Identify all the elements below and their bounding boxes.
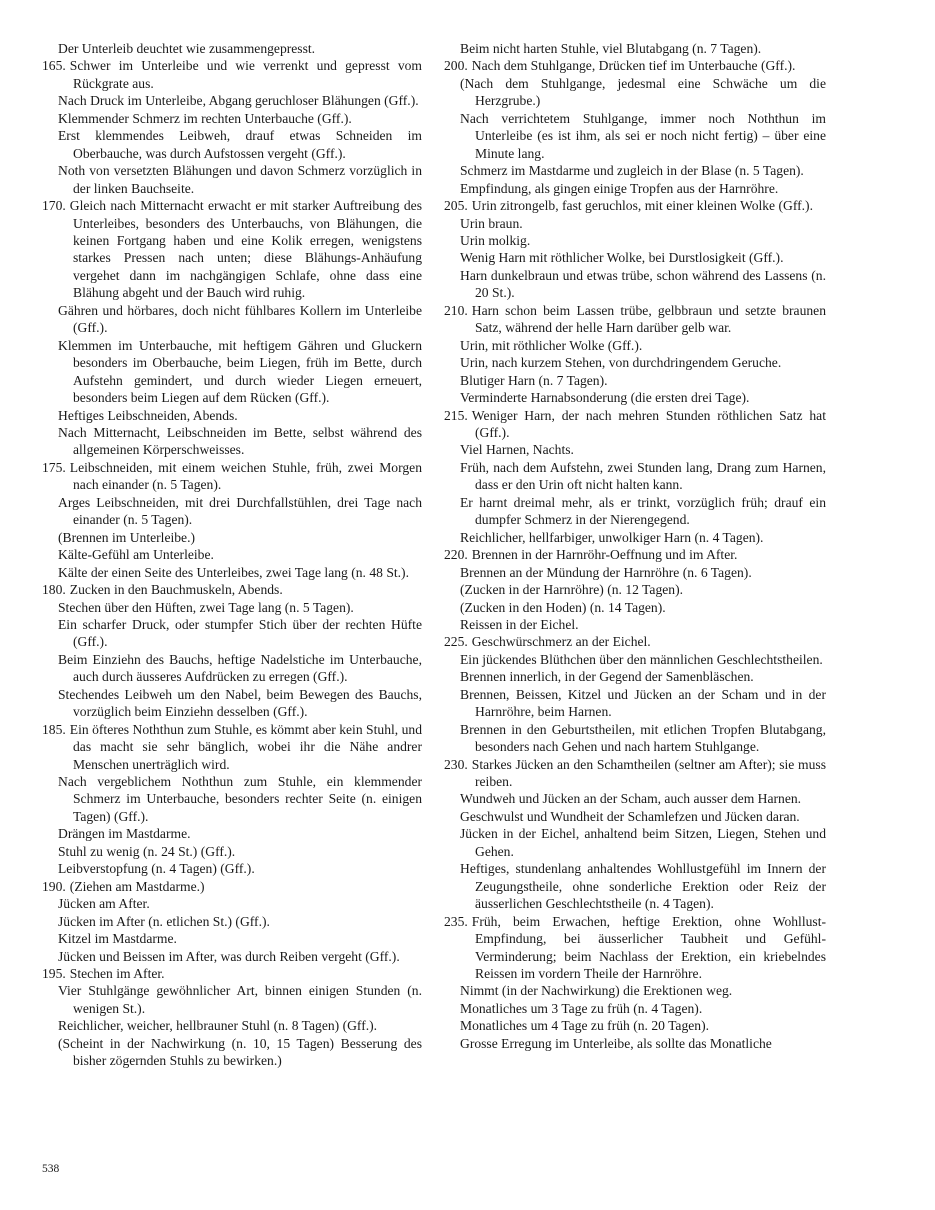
- entry-text: Urin zitrongelb, fast geruchlos, mit einer kleinen Wolke (Gff.).: [471, 198, 813, 214]
- numbered-entry: [444, 302, 826, 337]
- entry: [444, 982, 826, 999]
- entry-text: Klemmender Schmerz im rechten Unterbauche (Gff.).: [58, 110, 352, 126]
- entry-text: Beim nicht harten Stuhle, viel Blutabgang (n. 7 Tagen).: [460, 41, 762, 56]
- numbered-entry: [444, 197, 826, 214]
- entry-number: 200.: [444, 58, 468, 74]
- entry-text: Reichlicher, weicher, hellbrauner Stuhl (n. 8 Tagen) (Gff.).: [58, 1018, 378, 1034]
- entry: [444, 40, 826, 57]
- entry: [444, 564, 826, 581]
- entry-text: Gleich nach Mitternacht erwacht er mit starker Auftreibung des Unterleibes, besonders des Unterbauchs, von Blähungen, die keinen Fortgang haben und eine Kolik erregen, wenigstens starkes Pressen nach unten; diese Blähungs-Anhäufung vergehet dann im nachgängigen Schlafe, ohne dass eine Blähung abgeht und der Bauch wird ruhig.: [69, 198, 422, 301]
- entry-number: 185.: [42, 721, 66, 737]
- entry-text: Monatliches um 3 Tage zu früh (n. 4 Tagen).: [460, 1000, 703, 1016]
- numbered-entry: [42, 878, 422, 895]
- entry: [444, 808, 826, 825]
- entry-text: Kälte der einen Seite des Unterleibes, zwei Tage lang (n. 48 St.).: [58, 564, 409, 580]
- entry-text: Nimmt (in der Nachwirkung) die Erektionen weg.: [460, 983, 733, 999]
- entry: [444, 232, 826, 249]
- entry: [444, 337, 826, 354]
- entry: [42, 162, 422, 197]
- entry: [444, 1035, 826, 1052]
- entry: [42, 982, 422, 1017]
- entry-text: (Zucken in der Harnröhre) (n. 12 Tagen).: [460, 582, 684, 598]
- entry-text: (Nach dem Stuhlgange, jedesmal eine Schwäche um die Herzgrube.): [460, 75, 826, 109]
- entry: [444, 599, 826, 616]
- entry-text: Wundweh und Jücken an der Scham, auch ausser dem Harnen.: [460, 791, 802, 807]
- numbered-entry: [444, 57, 826, 74]
- entry-text: Der Unterleib deuchtet wie zusammengepresst.: [58, 41, 316, 56]
- entry-text: Nach Druck im Unterleibe, Abgang geruchloser Blähungen (Gff.).: [58, 93, 419, 109]
- numbered-entry: [444, 546, 826, 563]
- entry-text: Vier Stuhlgänge gewöhnlicher Art, binnen einigen Stunden (n. wenigen St.).: [58, 983, 422, 1016]
- entry-text: Schwer im Unterleibe und wie verrenkt und gepresst vom Rückgrate aus.: [69, 58, 422, 91]
- entry: [42, 686, 422, 721]
- entry: [444, 651, 826, 668]
- entry-number: 225.: [444, 634, 468, 650]
- entry: [444, 790, 826, 807]
- entry-text: (Brennen im Unterleibe.): [58, 529, 196, 545]
- entry-text: Brennen an der Mündung der Harnröhre (n. 6 Tagen).: [460, 564, 752, 580]
- entry-text: Blutiger Harn (n. 7 Tagen).: [460, 372, 608, 388]
- entry-text: Arges Leibschneiden, mit drei Durchfallstühlen, drei Tage nach einander (n. 5 Tagen).: [58, 494, 422, 528]
- entry: [444, 860, 826, 912]
- page-number: 538: [42, 1163, 60, 1175]
- entry: [444, 686, 826, 721]
- entry: [42, 616, 422, 651]
- right-column: [444, 40, 826, 1052]
- entry-text: Jücken und Beissen im After, was durch Reiben vergeht (Gff.).: [58, 948, 400, 964]
- entry-text: Monatliches um 4 Tage zu früh (n. 20 Tagen).: [460, 1018, 710, 1034]
- numbered-entry: [42, 459, 422, 494]
- numbered-entry: [42, 965, 422, 982]
- entry: [42, 1035, 422, 1070]
- entry: [444, 389, 826, 406]
- entry: [42, 337, 422, 407]
- entry: [444, 110, 826, 162]
- entry-text: Zucken in den Bauchmuskeln, Abends.: [69, 582, 283, 598]
- entry-text: Stechendes Leibweh um den Nabel, beim Bewegen des Bauchs, vorzüglich beim Einziehn desselben (Gff.).: [58, 686, 422, 720]
- entry-text: Brennen in der Harnröhr-Oeffnung und im After.: [471, 547, 738, 563]
- entry-text: Kitzel im Mastdarme.: [58, 931, 177, 947]
- entry: [42, 302, 422, 337]
- entry-text: Reissen in der Eichel.: [460, 616, 579, 632]
- entry-text: Empfindung, als gingen einige Tropfen aus der Harnröhre.: [460, 180, 779, 196]
- entry-text: (Scheint in der Nachwirkung (n. 10, 15 Tagen) Besserung des bisher zögernden Stuhls zu bewirken.): [58, 1035, 422, 1069]
- entry-text: Beim Einziehn des Bauchs, heftige Nadelstiche im Unterbauche, auch durch äusseres Aufdrücken zu erregen (Gff.).: [58, 651, 422, 685]
- entry-text: Jücken im After (n. etlichen St.) (Gff.).: [58, 913, 270, 929]
- entry: [42, 843, 422, 860]
- entry-text: Drängen im Mastdarme.: [58, 826, 191, 842]
- entry: [42, 546, 422, 563]
- entry: [444, 249, 826, 266]
- entry: [444, 372, 826, 389]
- entry-text: Ein jückendes Blüthchen über den männlichen Geschlechtstheilen.: [460, 651, 823, 667]
- entry-text: Urin, mit röthlicher Wolke (Gff.).: [460, 337, 643, 353]
- entry-text: Starkes Jücken an den Schamtheilen (seltner am After); sie muss reiben.: [471, 756, 826, 790]
- entry: [42, 1017, 422, 1034]
- entry-text: Kälte-Gefühl am Unterleibe.: [58, 547, 214, 563]
- entry-text: Stuhl zu wenig (n. 24 St.) (Gff.).: [58, 843, 236, 859]
- entry-number: 230.: [444, 756, 468, 772]
- entry-number: 175.: [42, 459, 66, 475]
- entry-text: Brennen in den Geburtstheilen, mit etlichen Tropfen Blutabgang, besonders nach Gehen und nach hartem Stuhlgange.: [460, 721, 826, 755]
- entry-text: Heftiges Leibschneiden, Abends.: [58, 407, 238, 423]
- entry-text: Urin braun.: [460, 215, 523, 231]
- entry: [42, 110, 422, 127]
- entry-text: Nach verrichtetem Stuhlgange, immer noch Noththun im Unterleibe (es ist ihm, als sei er noch nicht fertig) – über eine Minute lang.: [460, 110, 826, 161]
- entry-text: Früh, nach dem Aufstehn, zwei Stunden lang, Drang zum Harnen, dass er den Urin oft nicht halten kann.: [460, 459, 826, 493]
- entry: [42, 407, 422, 424]
- entry: [444, 354, 826, 371]
- entry: [444, 529, 826, 546]
- entry: [42, 913, 422, 930]
- entry: [42, 494, 422, 529]
- entry-text: Viel Harnen, Nachts.: [460, 442, 574, 458]
- entry-text: Erst klemmendes Leibweh, drauf etwas Schneiden im Oberbauche, was durch Aufstossen vergeht (Gff.).: [58, 128, 422, 161]
- entry: [42, 930, 422, 947]
- numbered-entry: [42, 581, 422, 598]
- entry-text: Klemmen im Unterbauche, mit heftigem Gähren und Gluckern besonders im Oberbauche, beim Liegen, früh im Bette, durch Aufstehn gemindert, und durch wieder Liegen erneuert, besonders beim Liegen auf dem Rücken (Gff.).: [58, 337, 422, 406]
- entry-text: Ein scharfer Druck, oder stumpfer Stich über der rechten Hüfte (Gff.).: [58, 616, 422, 650]
- entry-text: Geschwulst und Wundheit der Schamlefzen und Jücken daran.: [460, 808, 800, 824]
- numbered-entry: [42, 197, 422, 302]
- entry-text: (Ziehen am Mastdarme.): [69, 878, 205, 894]
- entry: [42, 599, 422, 616]
- entry: [42, 529, 422, 546]
- entry: [444, 162, 826, 179]
- numbered-entry: [42, 721, 422, 773]
- entry-number: 215.: [444, 407, 468, 423]
- entry: [42, 948, 422, 965]
- entry-number: 210.: [444, 302, 468, 318]
- numbered-entry: [444, 407, 826, 442]
- entry: [42, 92, 422, 109]
- entry-text: Schmerz im Mastdarme und zugleich in der Blase (n. 5 Tagen).: [460, 163, 804, 179]
- entry-text: (Zucken in den Hoden) (n. 14 Tagen).: [460, 599, 666, 615]
- entry-text: Harn schon beim Lassen trübe, gelbbraun und setzte braunen Satz, während der helle Harn darüber gelb war.: [471, 302, 826, 336]
- entry-number: 170.: [42, 198, 66, 214]
- entry: [444, 180, 826, 197]
- numbered-entry: [42, 57, 422, 92]
- entry-text: Harn dunkelbraun und etwas trübe, schon während des Lassens (n. 20 St.).: [460, 267, 826, 301]
- entry-text: Er harnt dreimal mehr, als er trinkt, vorzüglich früh; drauf ein dumpfer Schmerz in der Nierengegend.: [460, 494, 826, 528]
- entry: [444, 721, 826, 756]
- entry-text: Urin molkig.: [460, 232, 531, 248]
- entry: [444, 441, 826, 458]
- entry: [42, 895, 422, 912]
- left-column: [42, 40, 422, 1070]
- entry-text: Grosse Erregung im Unterleibe, als sollte das Monatliche: [460, 1035, 772, 1051]
- entry-text: Stechen im After.: [69, 966, 165, 982]
- entry-text: Wenig Harn mit röthlicher Wolke, bei Durstlosigkeit (Gff.).: [460, 250, 784, 266]
- entry-text: Nach vergeblichem Noththun zum Stuhle, ein klemmender Schmerz im Unterbauche, besonders rechter Seite (n. einigen Tagen) (Gff.).: [58, 774, 422, 824]
- entry-text: Gähren und hörbares, doch nicht fühlbares Kollern im Unterleibe (Gff.).: [58, 302, 422, 336]
- entry: [444, 616, 826, 633]
- entry-text: Nach dem Stuhlgange, Drücken tief im Unterbauche (Gff.).: [471, 58, 796, 74]
- entry: [444, 668, 826, 685]
- entry-number: 220.: [444, 547, 468, 563]
- entry-text: Urin, nach kurzem Stehen, von durchdringendem Geruche.: [460, 355, 782, 371]
- entry: [444, 459, 826, 494]
- entry-text: Heftiges, stundenlang anhaltendes Wohllustgefühl im Innern der Zeugungstheile, ohne sonderliche Erektion oder Reiz der äusserlichen Geschlechtstheile (n. 4 Tagen).: [460, 861, 826, 912]
- entry-text: Stechen über den Hüften, zwei Tage lang (n. 5 Tagen).: [58, 599, 354, 615]
- entry: [444, 825, 826, 860]
- entry-text: Ein öfteres Noththun zum Stuhle, es kömmt aber kein Stuhl, und das macht sie sehr bänglich, wobei ihr die Nähe andrer Menschen unerträglich wird.: [69, 721, 422, 772]
- numbered-entry: [444, 756, 826, 791]
- entry: [444, 75, 826, 110]
- entry-number: 190.: [42, 878, 66, 894]
- entry: [444, 581, 826, 598]
- entry-text: Leibverstopfung (n. 4 Tagen) (Gff.).: [58, 861, 255, 877]
- entry-number: 165.: [42, 58, 66, 74]
- entry-text: Früh, beim Erwachen, heftige Erektion, ohne Wohllust-Empfindung, bei äusserlicher Taubheit und Gefühl-Verminderung; beim Nachlass der Erektion, ein kriebelndes Reissen im vordern Theile der Harnröhre.: [471, 913, 826, 982]
- entry-text: Leibschneiden, mit einem weichen Stuhle, früh, zwei Morgen nach einander (n. 5 Tagen).: [69, 459, 422, 493]
- entry-text: Nach Mitternacht, Leibschneiden im Bette, selbst während des allgemeinen Körperschweisses.: [58, 424, 422, 458]
- entry-number: 180.: [42, 582, 66, 598]
- numbered-entry: [444, 633, 826, 650]
- entry: [42, 825, 422, 842]
- entry-text: Weniger Harn, der nach mehren Stunden röthlichen Satz hat (Gff.).: [471, 407, 826, 440]
- entry: [42, 424, 422, 459]
- entry-text: Brennen, Beissen, Kitzel und Jücken an der Scham und in der Harnröhre, beim Harnen.: [460, 686, 826, 720]
- entry-text: Brennen innerlich, in der Gegend der Samenbläschen.: [460, 669, 754, 685]
- entry: [42, 651, 422, 686]
- entry-number: 195.: [42, 966, 66, 982]
- entry-number: 205.: [444, 198, 468, 214]
- entry-text: Geschwürschmerz an der Eichel.: [471, 634, 651, 650]
- entry-number: 235.: [444, 913, 468, 929]
- entry: [42, 773, 422, 825]
- entry: [444, 1000, 826, 1017]
- numbered-entry: [444, 913, 826, 983]
- entry: [444, 267, 826, 302]
- entry: [444, 215, 826, 232]
- entry-text: Jücken in der Eichel, anhaltend beim Sitzen, Liegen, Stehen und Gehen.: [460, 826, 826, 859]
- entry: [444, 1017, 826, 1034]
- entry-text: Noth von versetzten Blähungen und davon Schmerz vorzüglich in der linken Bauchseite.: [58, 163, 422, 196]
- entry-text: Verminderte Harnabsonderung (die ersten drei Tage).: [460, 390, 750, 406]
- entry-text: Reichlicher, hellfarbiger, unwolkiger Harn (n. 4 Tagen).: [460, 529, 764, 545]
- entry: [42, 564, 422, 581]
- entry: [42, 40, 422, 57]
- entry: [42, 127, 422, 162]
- entry: [42, 860, 422, 877]
- entry-text: Jücken am After.: [58, 896, 150, 912]
- entry: [444, 494, 826, 529]
